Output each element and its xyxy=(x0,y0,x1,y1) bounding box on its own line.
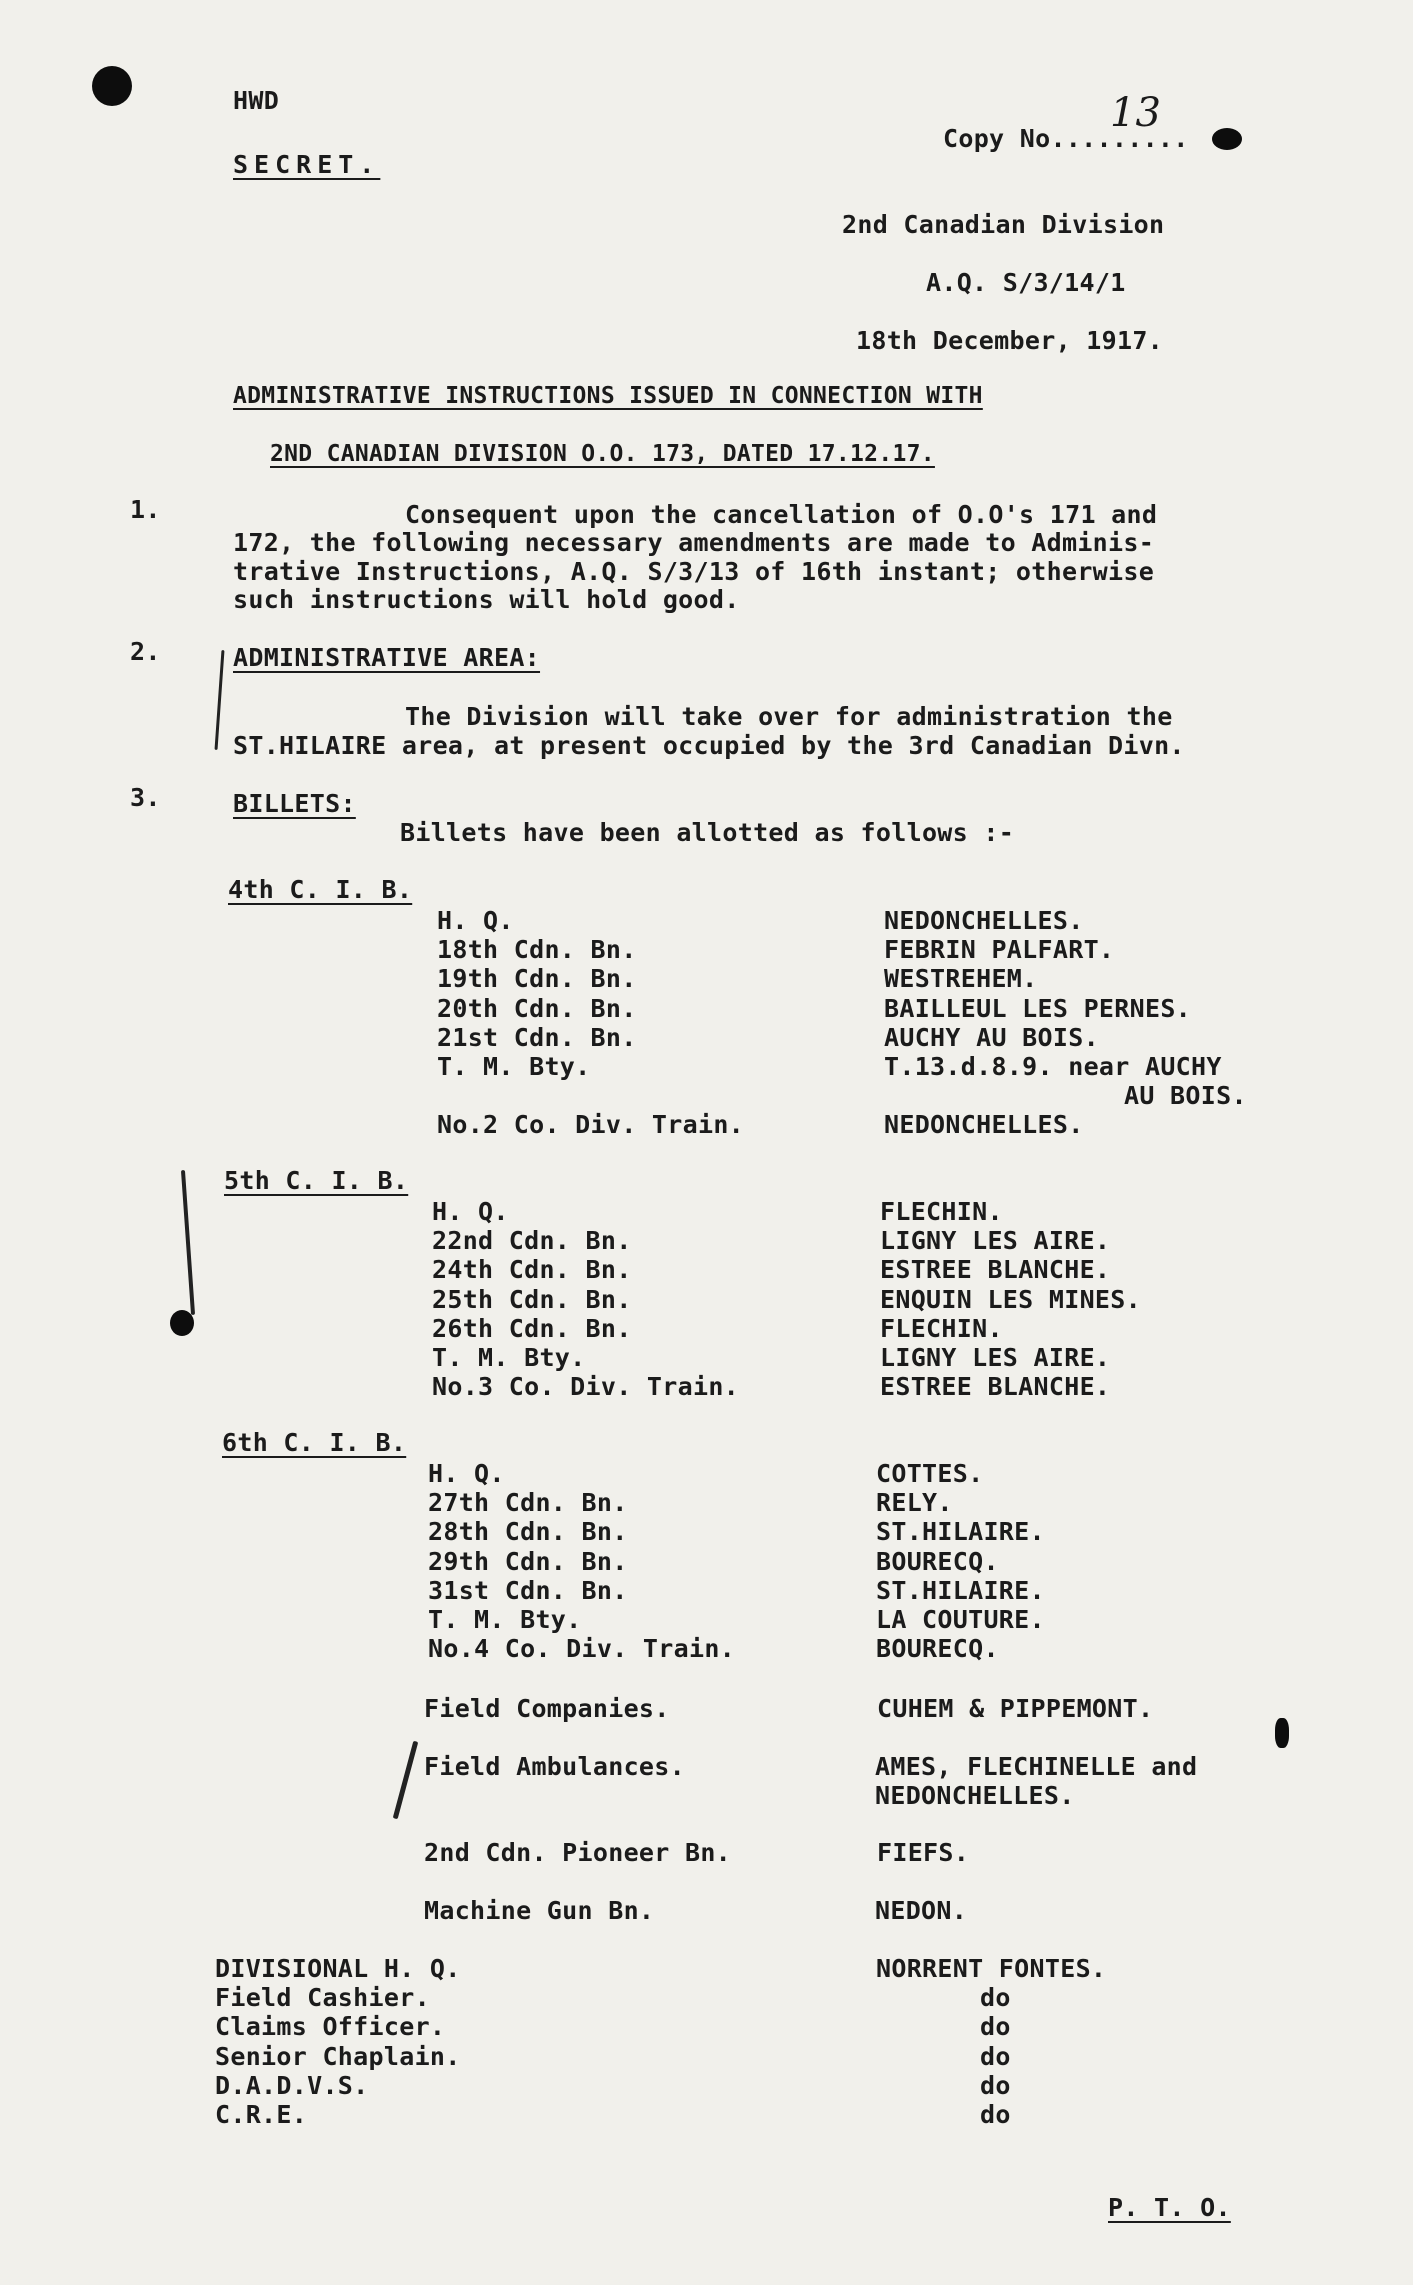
billet-place: LIGNY LES AIRE. xyxy=(880,1226,1111,1256)
ink-blot-right xyxy=(1275,1718,1289,1748)
para-2-line-2: ST.HILAIRE area, at present occupied by the 3rd Canadian Divn. xyxy=(233,731,1185,760)
para-1-number: 1. xyxy=(130,495,161,524)
billet-row xyxy=(0,1285,1413,1314)
unit-name: No.2 Co. Div. Train. xyxy=(437,1110,745,1139)
unit-name: H. Q. xyxy=(428,1459,505,1488)
para-2-line-1: The Division will take over for administration the xyxy=(405,702,1173,731)
copy-label: Copy No......... xyxy=(943,124,1189,153)
para-2-heading: ADMINISTRATIVE AREA: xyxy=(233,643,541,672)
billet-row xyxy=(0,1634,1413,1663)
secret-marking: SECRET. xyxy=(233,150,381,179)
division-name: 2nd Canadian Division xyxy=(842,210,1165,239)
billet-place: AMES, FLECHINELLE and xyxy=(875,1752,1198,1781)
unit-name: 24th Cdn. Bn. xyxy=(432,1255,632,1285)
billet-row xyxy=(0,1459,1413,1488)
ink-blot-copy xyxy=(1212,128,1242,150)
billet-place: NEDONCHELLES. xyxy=(875,1781,1075,1810)
billet-place: NEDONCHELLES. xyxy=(884,1110,1084,1139)
unit-name: No.3 Co. Div. Train. xyxy=(432,1372,740,1402)
billet-row xyxy=(0,906,1413,935)
please-turn-over: P. T. O. xyxy=(1108,2193,1231,2222)
para-3-heading: BILLETS: xyxy=(233,789,356,818)
unit-name: DIVISIONAL H. Q. xyxy=(215,1954,461,1983)
document-date: 18th December, 1917. xyxy=(856,326,1164,355)
billet-row xyxy=(0,1226,1413,1255)
para-3-intro: Billets have been allotted as follows :- xyxy=(400,818,1015,847)
unit-name: 18th Cdn. Bn. xyxy=(437,935,637,965)
billet-place: CUHEM & PIPPEMONT. xyxy=(877,1694,1154,1723)
billet-place: NEDONCHELLES. xyxy=(884,906,1084,935)
unit-name: T. M. Bty. xyxy=(437,1052,591,1081)
unit-name: 25th Cdn. Bn. xyxy=(432,1284,632,1314)
billet-place: ESTREE BLANCHE. xyxy=(880,1255,1111,1285)
unit-name: D.A.D.V.S. xyxy=(215,2070,369,2100)
billet-place: AUCHY AU BOIS. xyxy=(884,1022,1099,1052)
unit-name: No.4 Co. Div. Train. xyxy=(428,1634,736,1664)
billet-row xyxy=(0,1983,1413,2012)
billet-row xyxy=(0,1197,1413,1226)
billet-place: BOURECQ. xyxy=(876,1546,999,1576)
billet-place: RELY. xyxy=(876,1488,953,1518)
billet-place: do xyxy=(980,1983,1011,2013)
unit-name: 21st Cdn. Bn. xyxy=(437,1022,637,1052)
brigade-heading: 5th C. I. B. xyxy=(224,1166,409,1195)
para-1-line-1: Consequent upon the cancellation of O.O's 171 and xyxy=(405,500,1158,529)
title-line-1: ADMINISTRATIVE INSTRUCTIONS ISSUED IN CONNECTION WITH xyxy=(233,383,983,409)
unit-name: 29th Cdn. Bn. xyxy=(428,1546,628,1576)
billet-row xyxy=(0,1110,1413,1139)
billet-place: WESTREHEM. xyxy=(884,964,1038,994)
unit-name: H. Q. xyxy=(437,906,514,935)
billet-row xyxy=(0,1052,1413,1081)
billet-row xyxy=(0,2042,1413,2071)
billet-place: T.13.d.8.9. near AUCHY xyxy=(884,1052,1222,1081)
billet-place: do xyxy=(980,2012,1011,2042)
para-2-number: 2. xyxy=(130,637,161,666)
billet-place: COTTES. xyxy=(876,1459,984,1488)
unit-name: 19th Cdn. Bn. xyxy=(437,964,637,994)
billet-place: do xyxy=(980,2041,1011,2071)
billet-row xyxy=(0,1023,1413,1052)
unit-name: Field Ambulances. xyxy=(424,1752,685,1781)
pen-mark-area xyxy=(215,650,225,750)
billet-place: ENQUIN LES MINES. xyxy=(880,1284,1141,1314)
billet-place: NEDON. xyxy=(875,1896,968,1925)
billet-place: do xyxy=(980,2100,1011,2129)
unit-name: 2nd Cdn. Pioneer Bn. xyxy=(424,1838,732,1867)
copy-number: 13 xyxy=(1110,90,1161,136)
unit-name: 20th Cdn. Bn. xyxy=(437,993,637,1023)
billet-row xyxy=(0,1343,1413,1372)
brigade-heading: 4th C. I. B. xyxy=(228,875,413,904)
billet-row xyxy=(0,1255,1413,1284)
billet-row xyxy=(0,1314,1413,1343)
title-line-2: 2ND CANADIAN DIVISION O.O. 173, DATED 17.12.17. xyxy=(270,441,935,467)
unit-name: T. M. Bty. xyxy=(428,1605,582,1634)
unit-name: 26th Cdn. Bn. xyxy=(432,1313,632,1343)
billet-row xyxy=(0,935,1413,964)
billet-row xyxy=(0,1372,1413,1401)
billet-place: NORRENT FONTES. xyxy=(876,1954,1107,1983)
unit-name: Field Companies. xyxy=(424,1694,670,1723)
para-1-line-3: trative Instructions, A.Q. S/3/13 of 16th instant; otherwise xyxy=(233,557,1155,586)
billet-row xyxy=(0,2012,1413,2041)
para-1-line-4: such instructions will hold good. xyxy=(233,585,740,614)
billet-place: FEBRIN PALFART. xyxy=(884,935,1115,965)
billet-row xyxy=(0,994,1413,1023)
billet-place: ST.HILAIRE. xyxy=(876,1575,1045,1605)
para-1-line-2: 172, the following necessary amendments are made to Adminis- xyxy=(233,528,1155,557)
billet-row xyxy=(0,1954,1413,1983)
unit-name: Field Cashier. xyxy=(215,1983,430,2013)
billet-place: BOURECQ. xyxy=(876,1634,999,1664)
billet-row xyxy=(0,1605,1413,1634)
unit-name: C.R.E. xyxy=(215,2100,308,2129)
billet-row xyxy=(0,1081,1413,1110)
billet-place: FLECHIN. xyxy=(880,1313,1003,1343)
unit-name: 28th Cdn. Bn. xyxy=(428,1517,628,1547)
billet-row xyxy=(0,964,1413,993)
unit-name: Claims Officer. xyxy=(215,2012,446,2042)
billet-place: LA COUTURE. xyxy=(876,1605,1045,1634)
unit-name: T. M. Bty. xyxy=(432,1343,586,1372)
hwd-initials: HWD xyxy=(233,86,280,115)
billet-row xyxy=(0,1517,1413,1546)
billet-row xyxy=(0,1576,1413,1605)
billet-place: ESTREE BLANCHE. xyxy=(880,1372,1111,1402)
brigade-heading: 6th C. I. B. xyxy=(222,1428,407,1457)
billet-row xyxy=(0,2100,1413,2129)
unit-name: 31st Cdn. Bn. xyxy=(428,1575,628,1605)
punch-hole-top xyxy=(92,66,132,106)
billet-place: LIGNY LES AIRE. xyxy=(880,1343,1111,1372)
billet-place: BAILLEUL LES PERNES. xyxy=(884,993,1192,1023)
pen-mark-ambulance xyxy=(393,1741,419,1820)
reference-number: A.Q. S/3/14/1 xyxy=(926,268,1126,297)
para-3-number: 3. xyxy=(130,783,161,812)
billet-row xyxy=(0,1547,1413,1576)
unit-name: 22nd Cdn. Bn. xyxy=(432,1226,632,1256)
billet-row xyxy=(0,2071,1413,2100)
billet-place: FIEFS. xyxy=(877,1838,970,1867)
billet-place: FLECHIN. xyxy=(880,1197,1003,1226)
unit-name: H. Q. xyxy=(432,1197,509,1226)
billet-row xyxy=(0,1488,1413,1517)
unit-name: 27th Cdn. Bn. xyxy=(428,1488,628,1518)
unit-name: Senior Chaplain. xyxy=(215,2041,461,2071)
unit-name: Machine Gun Bn. xyxy=(424,1896,655,1925)
billet-place: do xyxy=(980,2070,1011,2100)
billet-place: AU BOIS. xyxy=(1124,1081,1247,1111)
billet-place: ST.HILAIRE. xyxy=(876,1517,1045,1547)
